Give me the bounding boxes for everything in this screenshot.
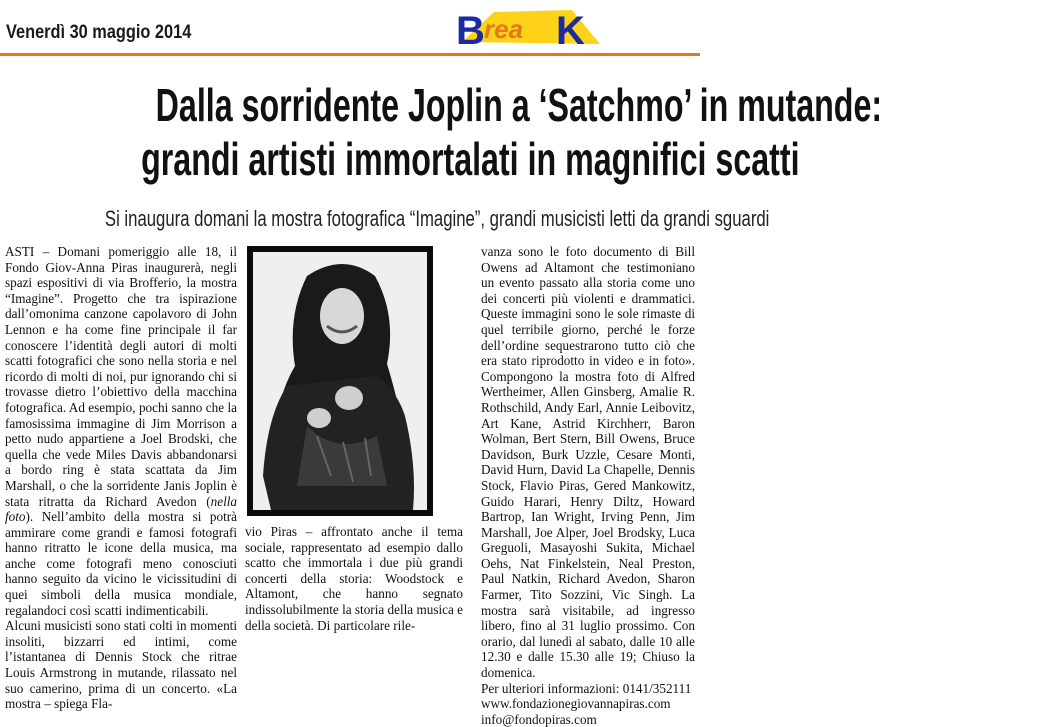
article-column-3 xyxy=(481,244,695,727)
paragraph: vio Piras – affrontato anche il tema sociale, rappresentato ad esempio dallo scatto che immortala i due più grandi concerti della storia: Woodstock e Altamont, che hanno segnato indissolubilmente la storia della musica e della società. Di particolare rile- xyxy=(245,524,463,633)
subheadline: Si inaugura domani la mostra fotografica “Imagine”, grandi musicisti letti da grandi sguardi xyxy=(104,206,770,231)
break-logo xyxy=(454,6,604,53)
headline-line-1: Dalla sorridente Joplin a ‘Satchmo’ in mutande: xyxy=(155,79,883,131)
article-column-2 xyxy=(245,524,463,633)
svg-text:rea: rea xyxy=(484,14,524,44)
janis-joplin-photo xyxy=(247,246,433,516)
article-column-1 xyxy=(5,244,237,712)
svg-text:K: K xyxy=(556,9,585,53)
paragraph: ASTI – Domani pomeriggio alle 18, il Fondo Giov-Anna Piras inaugurerà, negli spazi espositivi di via Brofferio, la mostra “Imagine”. Progetto che tra ispirazione dall’omonima canzone capolavoro di John Lennon e ha come fine principale il far conoscere l’identità degli autori di molti scatti fotografici che sono nella storia e nel ricordo di molti di noi, pur ignorando chi si trovasse dietro l’obiettivo della macchina fotografica. Ad esempio, pochi sanno che la famosissima immagine di Jim Morrison a petto nudo appartiene a Joel Brodski, che quella che vede Miles Davis abbandonarsi a bordo ring è stata scattata da Jim Marshall, o che la sorridente Janis Joplin è stata ritratta da Richard Avedon (nella foto). Nell’ambito della mostra si potrà ammirare come grandi e famosi fotografi hanno ritratto le icone della musica, ma anche come fotografi meno conosciuti hanno seguito da vicino le vicissitudini di quei simboli della musica mondiale, regalandoci così scatti indimenticabili. xyxy=(5,244,237,618)
paragraph: vanza sono le foto documento di Bill Owens ad Altamont che testimoniano un evento passato alla storia come uno dei concerti più violenti e drammatici. Queste immagini sono le sole rimaste di quel terribile giorno, perché le forze dell’ordine sequestrarono tutto ciò che era stato riprodotto in video e in foto». Compongono la mostra foto di Alfred Wertheimer, Allen Ginsberg, Amalie R. Rothschild, Andy Earl, Annie Leibovitz, Art Kane, Astrid Kirchherr, Baron Wolman, Bert Stern, Bill Owens, Bruce Davidson, Burk Uzzle, Cesare Monti, David Hurn, David La Chapelle, Dennis Stock, Flavio Piras, Gered Mankowitz, Guido Harari, Henry Diltz, Howard Bartrop, Ian Wright, Irving Penn, Jim Marshall, Joe Alper, Joel Brodsky, Luca Greguoli, Masayoshi Sukita, Michael Oehs, Nat Finkelstein, Neal Preston, Paul Natkin, Richard Avedon, Sharon Farmer, Tito Sozzini, Vic Singh. La mostra sarà visitabile, ad ingresso libero, fino al 31 luglio prossimo. Con orario, dal lunedì al sabato, dalle 10 alle 12.30 e dalle 15.30 alle 19; Chiuso la domenica. xyxy=(481,244,695,681)
issue-date: Venerdì 30 maggio 2014 xyxy=(6,22,192,43)
headline-line-2: grandi artisti immortalati in magnifici scatti xyxy=(141,133,800,185)
contact-info: Per ulteriori informazioni: 0141/352111 www.fondazionegiovannapiras.com info@fondopiras.com xyxy=(481,680,692,727)
header-rule xyxy=(0,53,700,56)
paragraph: Alcuni musicisti sono stati colti in momenti insoliti, bizzarri ed intimi, come l’istantanea di Dennis Stock che ritrae Louis Armstrong in mutande, rilassato nel suo camerino, prima di un concerto. «La mostra – spiega Fla- xyxy=(5,618,237,712)
svg-text:B: B xyxy=(456,9,485,53)
